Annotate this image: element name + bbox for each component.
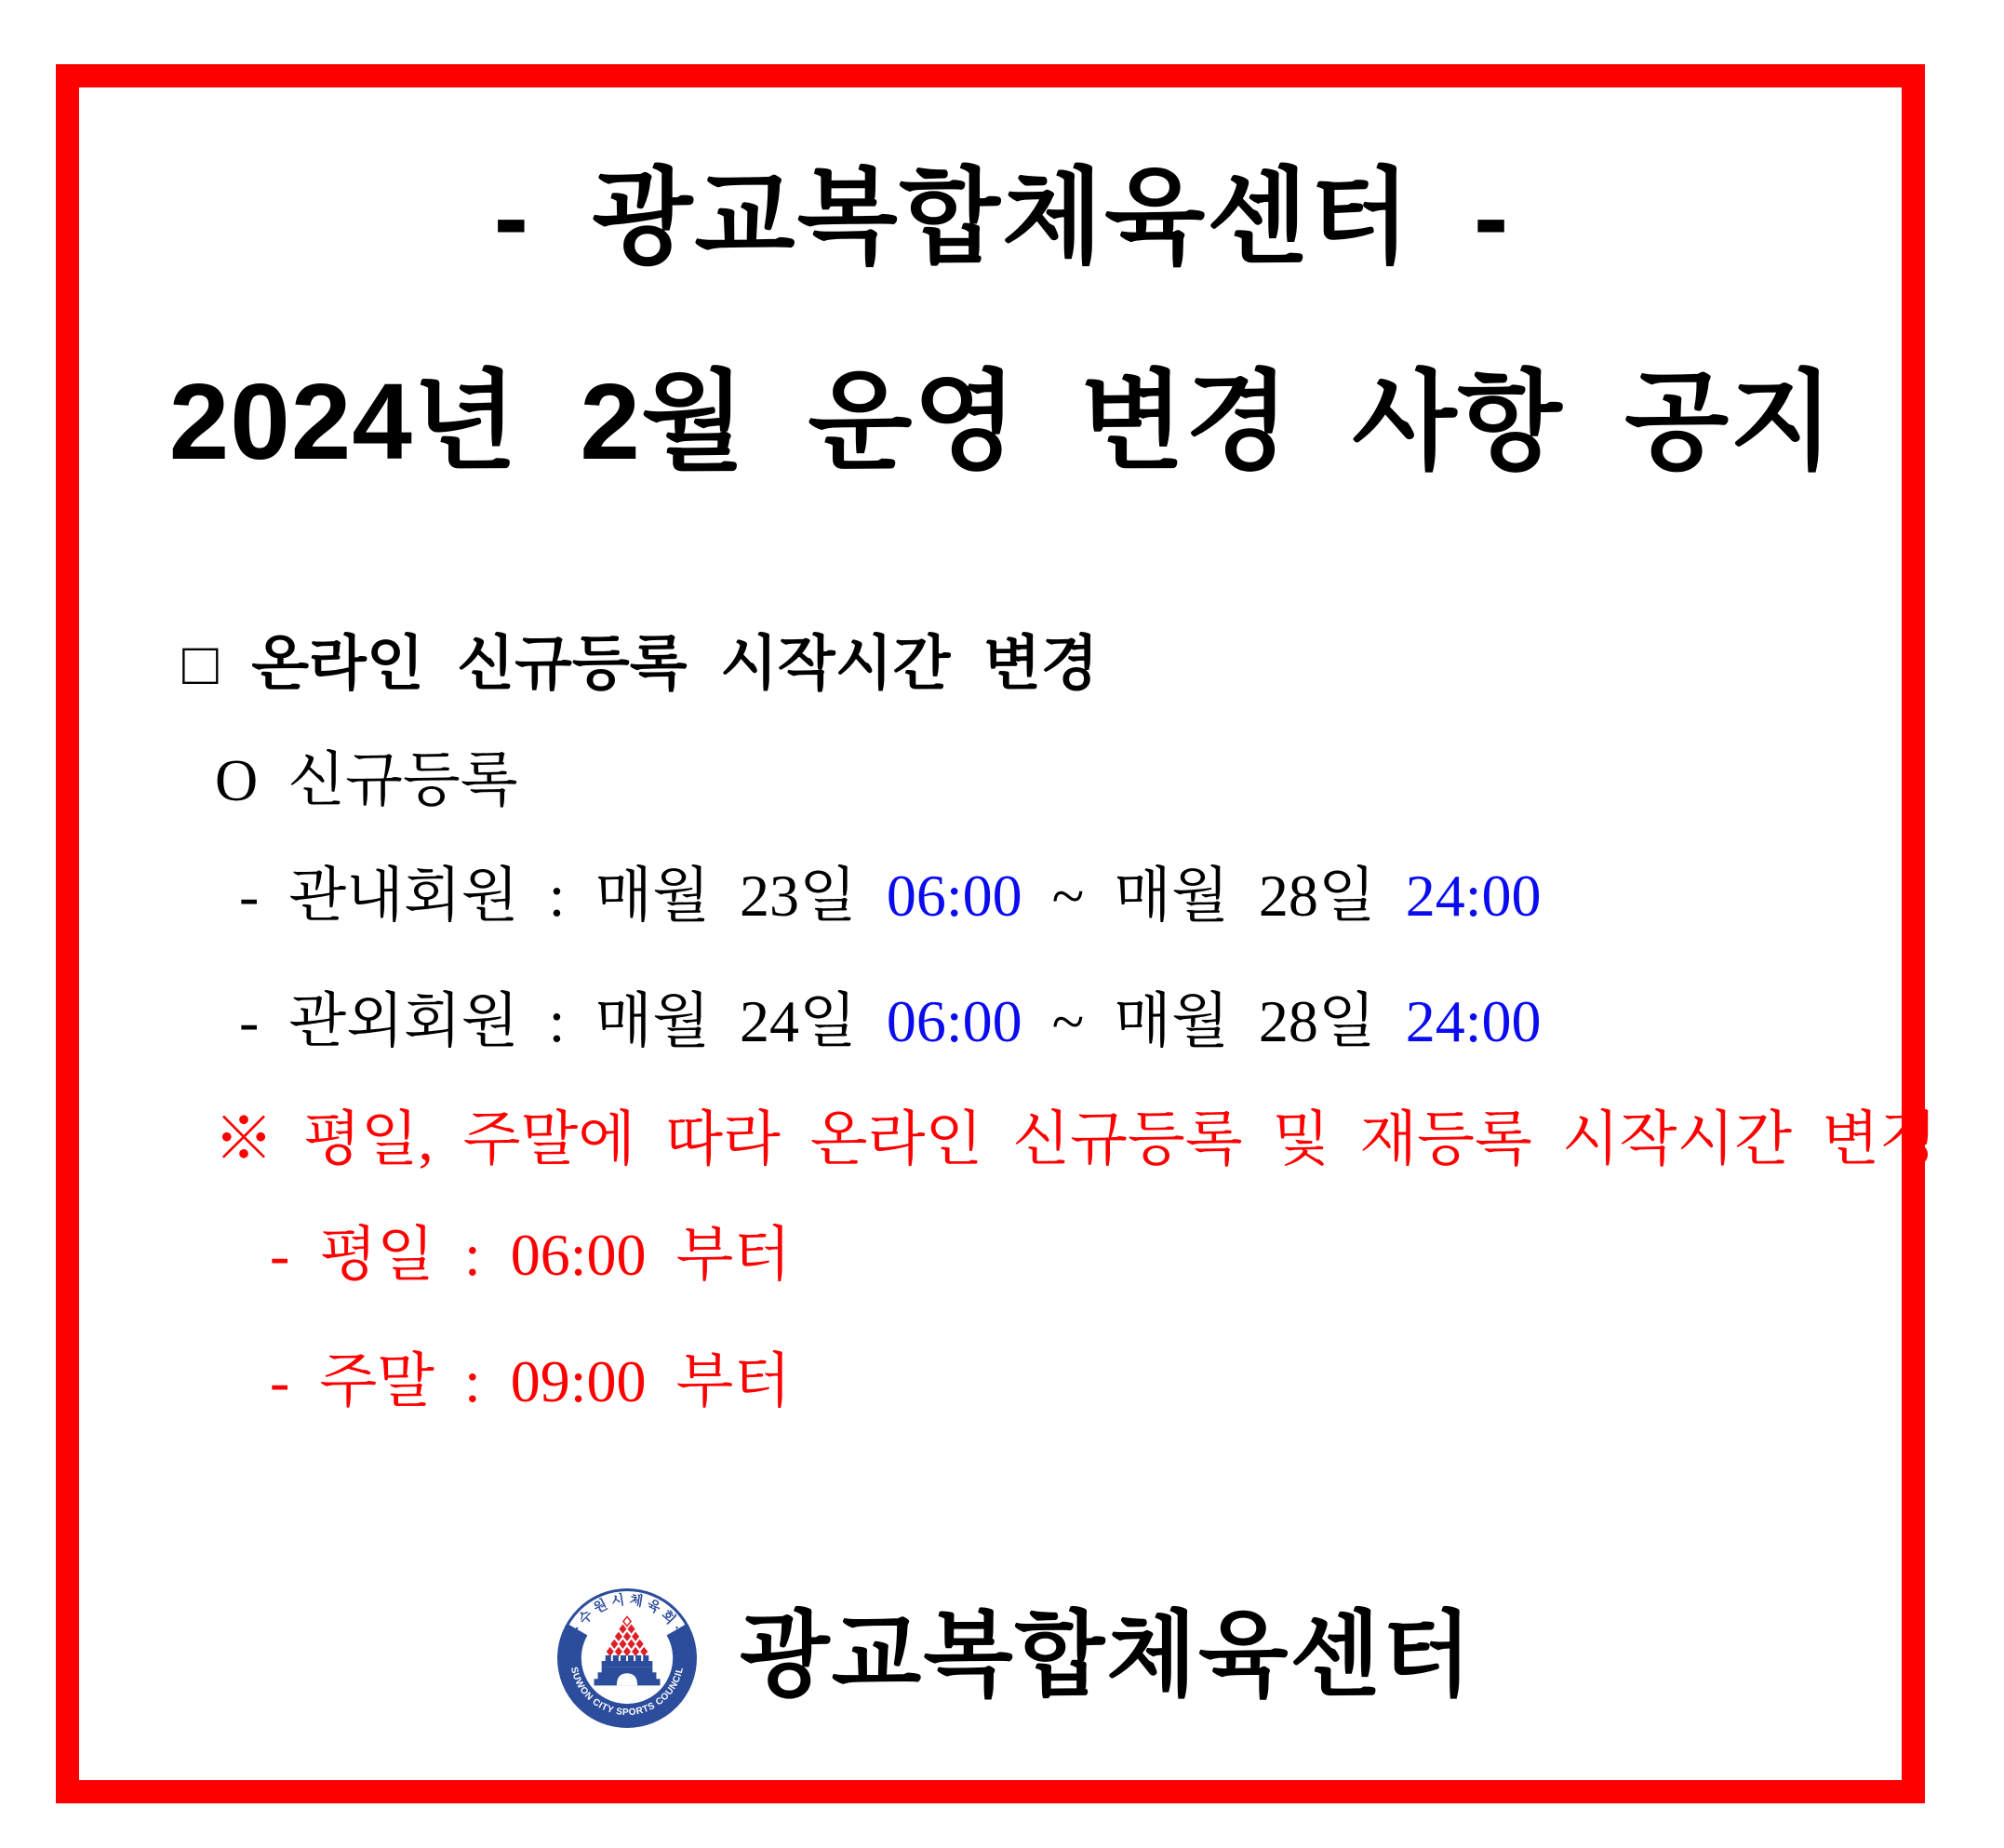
gwanoe-middle-label: ~ 매월 28일 (1022, 988, 1406, 1054)
gwanoe-end-time: 24:00 (1405, 988, 1542, 1054)
gwanoe-label: - 관외회원 : 매월 24일 (239, 988, 887, 1054)
suwon-sports-council-logo (556, 1587, 698, 1729)
member-row-gwanoe (239, 989, 1542, 1054)
gwannae-end-time: 24:00 (1405, 863, 1542, 929)
red-note-weekday: - 평일 : 06:00 부터 (270, 1222, 792, 1288)
red-note-weekend: - 주말 : 09:00 부터 (270, 1348, 792, 1414)
gwanoe-start-time: 06:00 (886, 988, 1022, 1054)
red-border-frame (56, 64, 1925, 1803)
gwannae-label: - 관내회원 : 매월 23일 (239, 863, 887, 929)
section-heading: □ 온라인 신규등록 시작시간 변경 (182, 630, 1099, 697)
center-name-title: - 광교복합체육센터 - (493, 159, 1511, 275)
red-note-heading: ※ 평일, 주말에 따라 온라인 신규등록 및 재등록 시작시간 변경 (214, 1106, 1937, 1172)
logo-top-text: · 수 원 시 체 육 회 · (569, 1592, 685, 1635)
logo-bottom-text: SUWON CITY SPORTS COUNCIL (568, 1666, 687, 1719)
subsection-heading: O 신규등록 (215, 747, 518, 813)
footer-org-name: 광교복합체육센터 (740, 1603, 1474, 1707)
notice-main-title: 2024년 2월 운영 변경 사항 공지 (168, 361, 1836, 482)
member-row-gwannae (239, 864, 1542, 929)
gwannae-middle-label: ~ 매월 28일 (1022, 863, 1406, 929)
gwannae-start-time: 06:00 (886, 863, 1022, 929)
